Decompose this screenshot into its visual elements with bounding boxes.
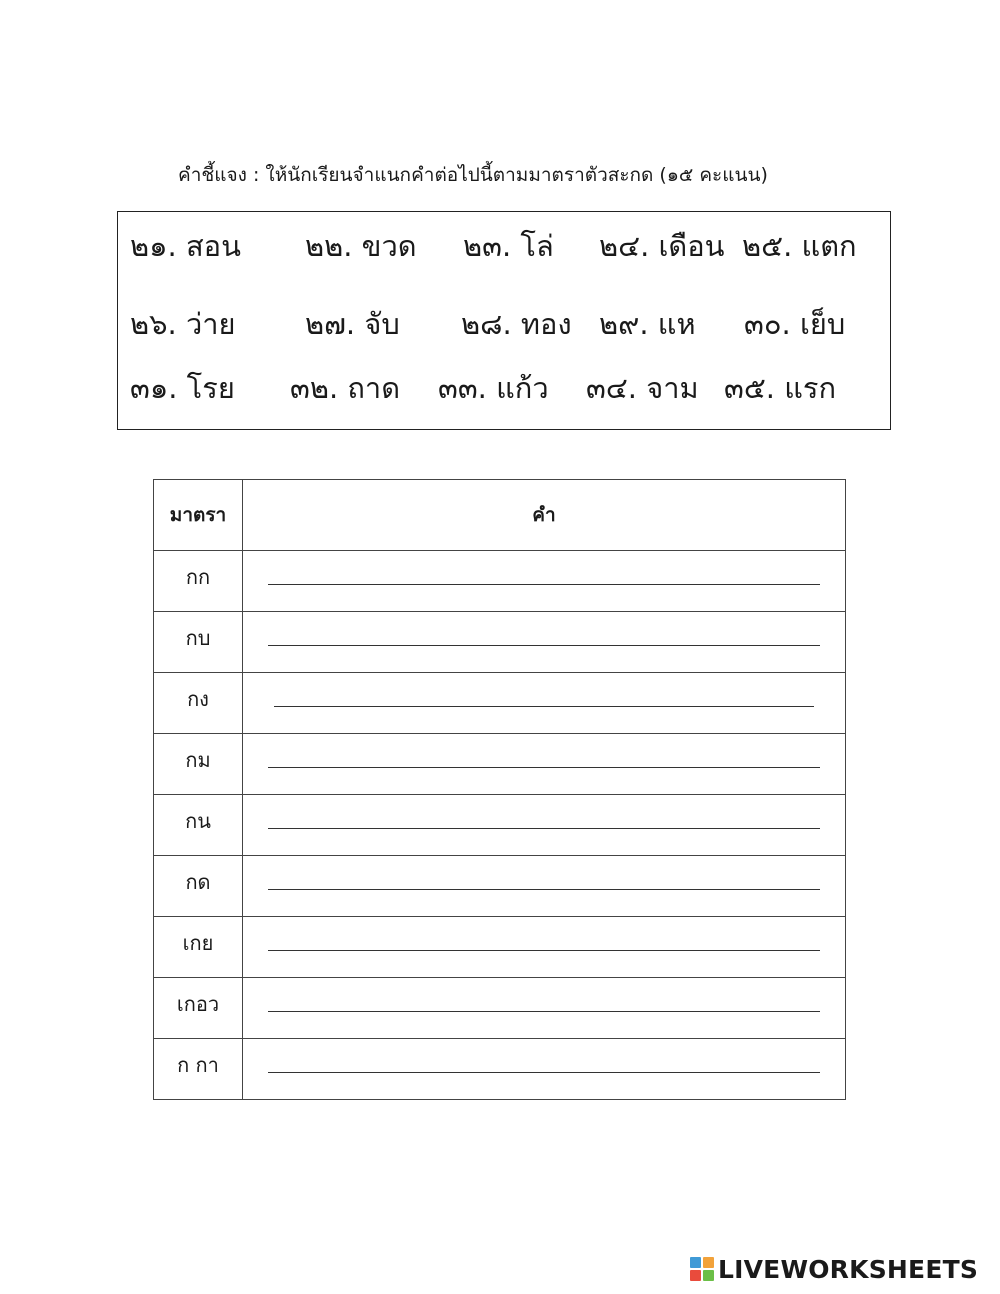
table-row xyxy=(154,795,846,856)
word-item: ๓๑. โรย xyxy=(130,371,235,405)
header-mat: มาตรา xyxy=(154,480,243,551)
word-item: ๓๔. จาม xyxy=(586,371,699,405)
answer-line xyxy=(268,584,820,585)
word-item: ๒๕. แตก xyxy=(742,229,857,263)
table-row xyxy=(154,734,846,795)
word-list-box xyxy=(117,211,891,430)
answer-line xyxy=(274,706,814,707)
word-item: ๓๕. แรก xyxy=(724,371,837,405)
logo-block xyxy=(690,1270,701,1281)
mat-label: กม xyxy=(154,734,243,795)
table-row xyxy=(154,856,846,917)
mat-label: กก xyxy=(154,551,243,612)
answer-cell[interactable] xyxy=(243,673,846,734)
answer-table xyxy=(153,479,846,1100)
mat-label: เกย xyxy=(154,917,243,978)
table-row xyxy=(154,673,846,734)
answer-cell[interactable] xyxy=(243,978,846,1039)
answer-cell[interactable] xyxy=(243,917,846,978)
answer-line xyxy=(268,950,820,951)
mat-label: กด xyxy=(154,856,243,917)
table-row xyxy=(154,978,846,1039)
answer-line xyxy=(268,889,820,890)
mat-label: กน xyxy=(154,795,243,856)
word-item: ๒๑. สอน xyxy=(130,229,241,263)
answer-line xyxy=(268,1072,820,1073)
table-header-row xyxy=(154,480,846,551)
logo-block xyxy=(703,1270,714,1281)
logo-block xyxy=(690,1257,701,1268)
answer-cell[interactable] xyxy=(243,1039,846,1100)
answer-line xyxy=(268,645,820,646)
word-item: ๓๐. เย็บ xyxy=(744,307,846,341)
header-word: คำ xyxy=(243,480,846,551)
word-item: ๓๒. ถาด xyxy=(290,371,401,405)
word-item: ๒๖. ว่าย xyxy=(130,307,236,341)
answer-cell[interactable] xyxy=(243,551,846,612)
table-row xyxy=(154,551,846,612)
mat-label: ก กา xyxy=(154,1039,243,1100)
mat-label: กง xyxy=(154,673,243,734)
answer-cell[interactable] xyxy=(243,612,846,673)
answer-cell[interactable] xyxy=(243,856,846,917)
word-item: ๒๙. แห xyxy=(599,307,696,341)
logo-block xyxy=(703,1257,714,1268)
word-item: ๒๘. ทอง xyxy=(461,307,572,341)
table-row xyxy=(154,612,846,673)
mat-label: เกอว xyxy=(154,978,243,1039)
logo-blocks-icon xyxy=(690,1257,714,1281)
instruction-text: คำชี้แจง : ให้นักเรียนจำแนกคำต่อไปนี้ตามมาตราตัวสะกด (๑๕ คะแนน) xyxy=(178,164,768,186)
answer-line xyxy=(268,1011,820,1012)
logo-text: LIVEWORKSHEETS xyxy=(718,1254,979,1284)
answer-line xyxy=(268,828,820,829)
table-row xyxy=(154,917,846,978)
word-item: ๒๗. จับ xyxy=(305,307,400,341)
word-item: ๒๒. ขวด xyxy=(305,229,417,263)
mat-label: กบ xyxy=(154,612,243,673)
liveworksheets-logo xyxy=(690,1254,978,1284)
answer-cell[interactable] xyxy=(243,795,846,856)
word-item: ๒๔. เดือน xyxy=(599,229,725,263)
table-row xyxy=(154,1039,846,1100)
answer-cell[interactable] xyxy=(243,734,846,795)
word-item: ๒๓. โล่ xyxy=(463,229,554,263)
answer-line xyxy=(268,767,820,768)
word-item: ๓๓. แก้ว xyxy=(438,371,549,405)
